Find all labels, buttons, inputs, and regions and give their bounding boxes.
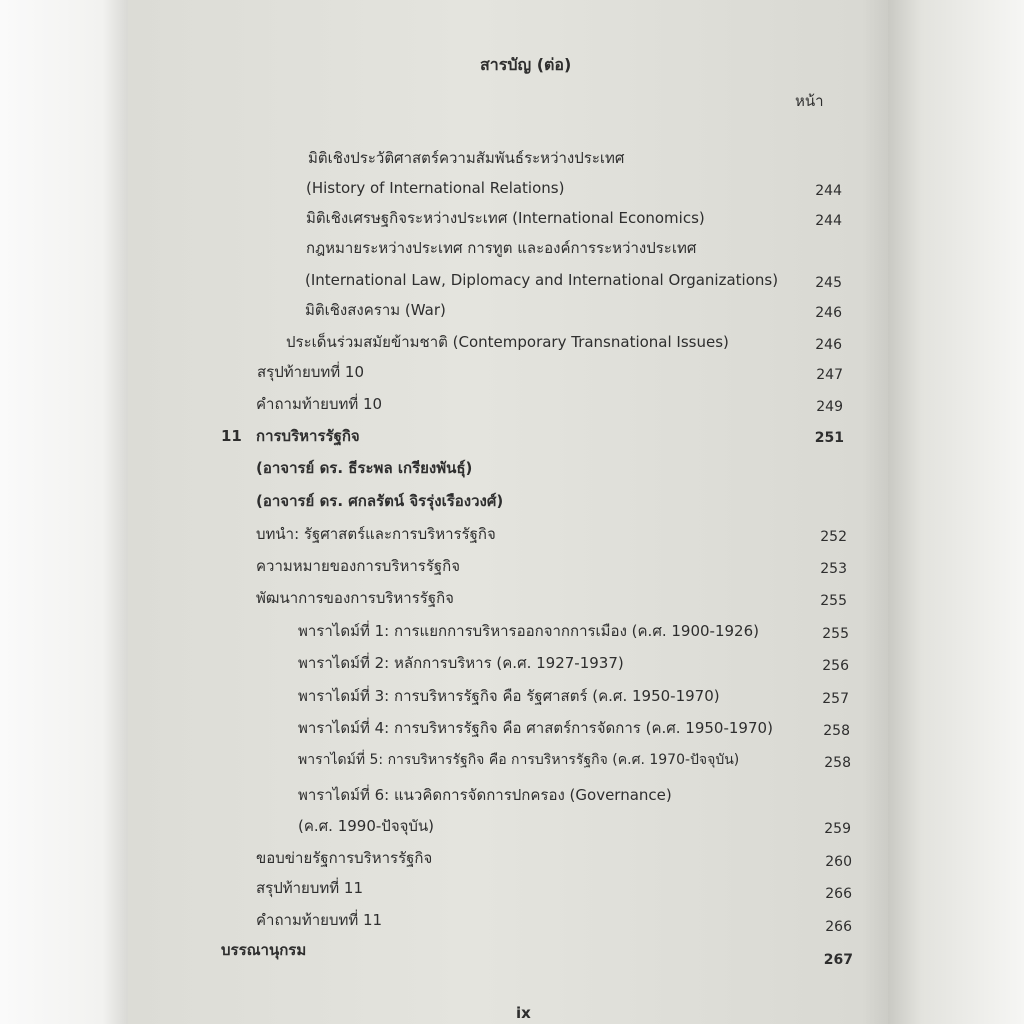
toc-entry-page: 244	[815, 213, 842, 229]
toc-entry-page: 246	[815, 337, 842, 353]
toc-entry-text: คำถามท้ายบทที่ 11	[256, 911, 383, 929]
toc-entry-page: 253	[820, 561, 847, 577]
toc-entry-page: 255	[820, 593, 847, 609]
toc-entry-text: พาราไดม์ที่ 2: หลักการบริหาร (ค.ศ. 1927-1937)	[298, 654, 624, 672]
toc-entry-text: สรุปท้ายบทที่ 10	[257, 363, 364, 381]
toc-entry-text: (International Law, Diplomacy and International Organizations)	[305, 271, 779, 289]
toc-entry-page: 260	[825, 854, 852, 870]
toc-entry-page: 258	[823, 723, 850, 739]
toc-entry-text: พัฒนาการของการบริหารรัฐกิจ	[256, 589, 454, 607]
toc-entry-page: 266	[825, 919, 852, 935]
toc-entry-text: พาราไดม์ที่ 1: การแยกการบริหารออกจากการเมือง (ค.ศ. 1900-1926)	[298, 622, 759, 640]
chapter-author: (อาจารย์ ดร. ธีระพล เกรียงพันธุ์)	[256, 459, 473, 477]
toc-entry-text: ประเด็นร่วมสมัยข้ามชาติ (Contemporary Transnational Issues)	[286, 333, 729, 351]
page-number: ix	[516, 1004, 531, 1022]
toc-entry-text: พาราไดม์ที่ 6: แนวคิดการจัดการปกครอง (Governance)	[298, 786, 672, 804]
toc-entry-page: 247	[816, 367, 843, 383]
background-left	[0, 0, 128, 1024]
toc-entry-page: 255	[822, 626, 849, 642]
toc-entry-text: พาราไดม์ที่ 3: การบริหารรัฐกิจ คือ รัฐศาสตร์ (ค.ศ. 1950-1970)	[298, 687, 720, 705]
toc-entry-page: 266	[825, 886, 852, 902]
toc-entry-text: คำถามท้ายบทที่ 10	[256, 395, 383, 413]
chapter-number: 11	[221, 427, 242, 445]
toc-entry-page: 245	[815, 275, 842, 291]
toc-entry-text: (History of International Relations)	[306, 179, 565, 197]
toc-entry-text: ขอบข่ายรัฐการบริหารรัฐกิจ	[256, 849, 433, 867]
toc-entry-text: (ค.ศ. 1990-ปัจจุบัน)	[298, 817, 435, 835]
toc-entry-page: 252	[820, 529, 847, 545]
bibliography-title: บรรณานุกรม	[221, 941, 307, 959]
chapter-title: การบริหารรัฐกิจ	[256, 427, 360, 445]
toc-entry-page: 259	[824, 821, 851, 837]
toc-entry-page: 246	[815, 305, 842, 321]
toc-entry-text: มิติเชิงสงคราม (War)	[305, 301, 446, 319]
chapter-page: 251	[814, 430, 844, 446]
toc-entry-page: 258	[824, 755, 851, 771]
page-column-header: หน้า	[795, 92, 824, 110]
toc-entry-text: มิติเชิงประวัติศาสตร์ความสัมพันธ์ระหว่างประเทศ	[308, 149, 625, 167]
toc-entry-text: กฎหมายระหว่างประเทศ การทูต และองค์การระหว่างประเทศ	[306, 239, 697, 257]
toc-entry-text: พาราไดม์ที่ 4: การบริหารรัฐกิจ คือ ศาสตร์การจัดการ (ค.ศ. 1950-1970)	[298, 719, 773, 737]
toc-entry-text: พาราไดม์ที่ 5: การบริหารรัฐกิจ คือ การบริหารรัฐกิจ (ค.ศ. 1970-ปัจจุบัน)	[298, 752, 740, 768]
page-edge-shadow	[862, 0, 890, 1024]
toc-entry-text: บทนำ: รัฐศาสตร์และการบริหารรัฐกิจ	[256, 525, 496, 543]
toc-entry-text: มิติเชิงเศรษฐกิจระหว่างประเทศ (International Economics)	[306, 209, 705, 227]
bibliography-page: 267	[823, 952, 853, 968]
background-right	[888, 0, 1024, 1024]
toc-entry-page: 257	[822, 691, 849, 707]
toc-entry-page: 256	[822, 658, 849, 674]
toc-entry-page: 244	[815, 183, 842, 199]
page-title: สารบัญ (ต่อ)	[480, 55, 572, 74]
toc-entry-page: 249	[816, 399, 843, 415]
toc-entry-text: สรุปท้ายบทที่ 11	[256, 879, 363, 897]
toc-entry-text: ความหมายของการบริหารรัฐกิจ	[256, 557, 461, 575]
chapter-author: (อาจารย์ ดร. ศกลรัตน์ จิรรุ่งเรืองวงศ์)	[256, 492, 504, 510]
